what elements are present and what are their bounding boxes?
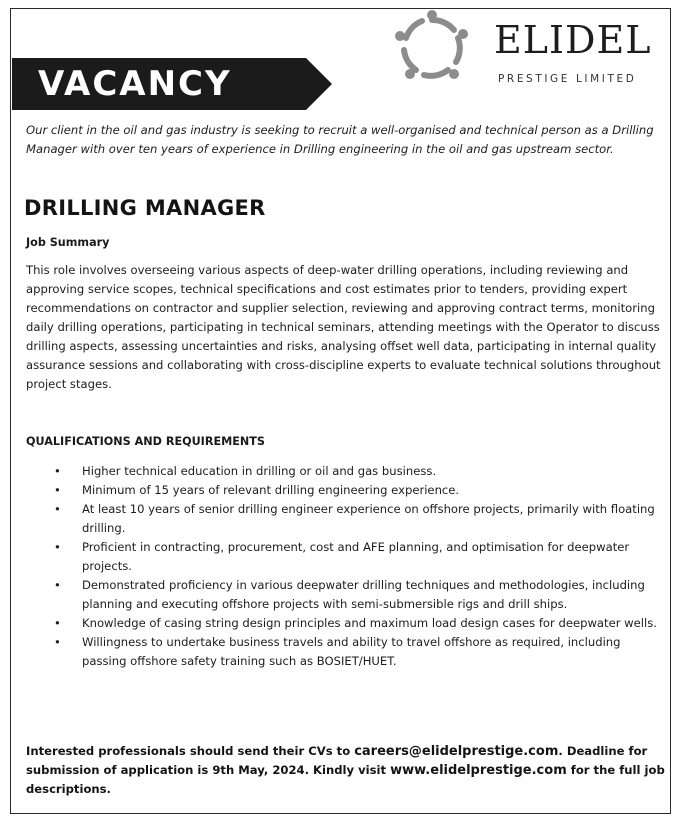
list-item [26,538,666,576]
company-tagline: PRESTIGE LIMITED [498,73,637,85]
list-item [26,500,666,538]
application-instructions [26,742,666,799]
list-item-text: Minimum of 15 years of relevant drilling engineering experience. [82,483,460,497]
bullet-icon: • [54,540,61,554]
list-item [26,462,666,481]
qualifications-heading: QUALIFICATIONS AND REQUIREMENTS [26,435,265,448]
vacancy-banner [12,58,332,110]
list-item-text: Knowledge of casing string design principles and maximum load design cases for deepwater wells. [82,616,657,630]
footer-text-2: . Deadline for submission of application is 9th May, 2024. Kindly visit [26,744,648,777]
list-item-text: Higher technical education in drilling or oil and gas business. [82,464,437,478]
footer-text-1: Interested professionals should send their CVs to [26,744,355,758]
job-summary-heading: Job Summary [26,236,110,249]
list-item-text: At least 10 years of senior drilling engineer experience on offshore projects, primarily with floating drilling. [82,502,655,535]
footer-text-3: for the full job descriptions. [26,763,665,796]
people-circle-logo-icon [392,8,472,88]
list-item-text: Demonstrated proficiency in various deepwater drilling techniques and methodologies, including planning and executing offshore projects with semi-submersible rigs and drill ships. [82,578,645,611]
careers-email-link[interactable]: careers@elidelprestige.com [354,744,559,759]
intro-paragraph: Our client in the oil and gas industry is seeking to recruit a well-organised and technical person as a Drilling Manager with over ten years of experience in Drilling engineering in the oil and gas upstream sector. [26,123,654,156]
bullet-icon: • [54,578,61,592]
bullet-icon: • [54,635,61,649]
list-item [26,614,666,633]
list-item [26,633,666,671]
list-item-text: Willingness to undertake business travels and ability to travel offshore as required, including passing offshore safety training such as BOSIET/HUET. [82,635,621,668]
company-logo [388,8,673,88]
bullet-icon: • [54,502,61,516]
list-item-text: Proficient in contracting, procurement, cost and AFE planning, and optimisation for deepwater projects. [82,540,630,573]
qualifications-list [26,462,666,671]
list-item [26,481,666,500]
bullet-icon: • [54,616,61,630]
company-name: ELIDEL [494,18,652,62]
job-title: DRILLING MANAGER [24,196,266,220]
job-summary-text: This role involves overseeing various aspects of deep-water drilling operations, including reviewing and approving service scopes, technical specifications and cost estimates prior to tenders, providing expert recommendations on contractor and supplier selection, reviewing and approving contract terms, monitoring daily drilling operations, participating in technical seminars, attending meetings with the Operator to discuss drilling aspects, assessing uncertainties and risks, analysing offset well data, participating in internal quality assurance sessions and collaborating with cross-discipline experts to evaluate technical solutions throughout project stages. [26,263,661,391]
website-link[interactable]: www.elidelprestige.com [390,763,567,778]
bullet-icon: • [54,464,61,478]
bullet-icon: • [54,483,61,497]
list-item [26,576,666,614]
vacancy-label: VACANCY [38,64,232,104]
